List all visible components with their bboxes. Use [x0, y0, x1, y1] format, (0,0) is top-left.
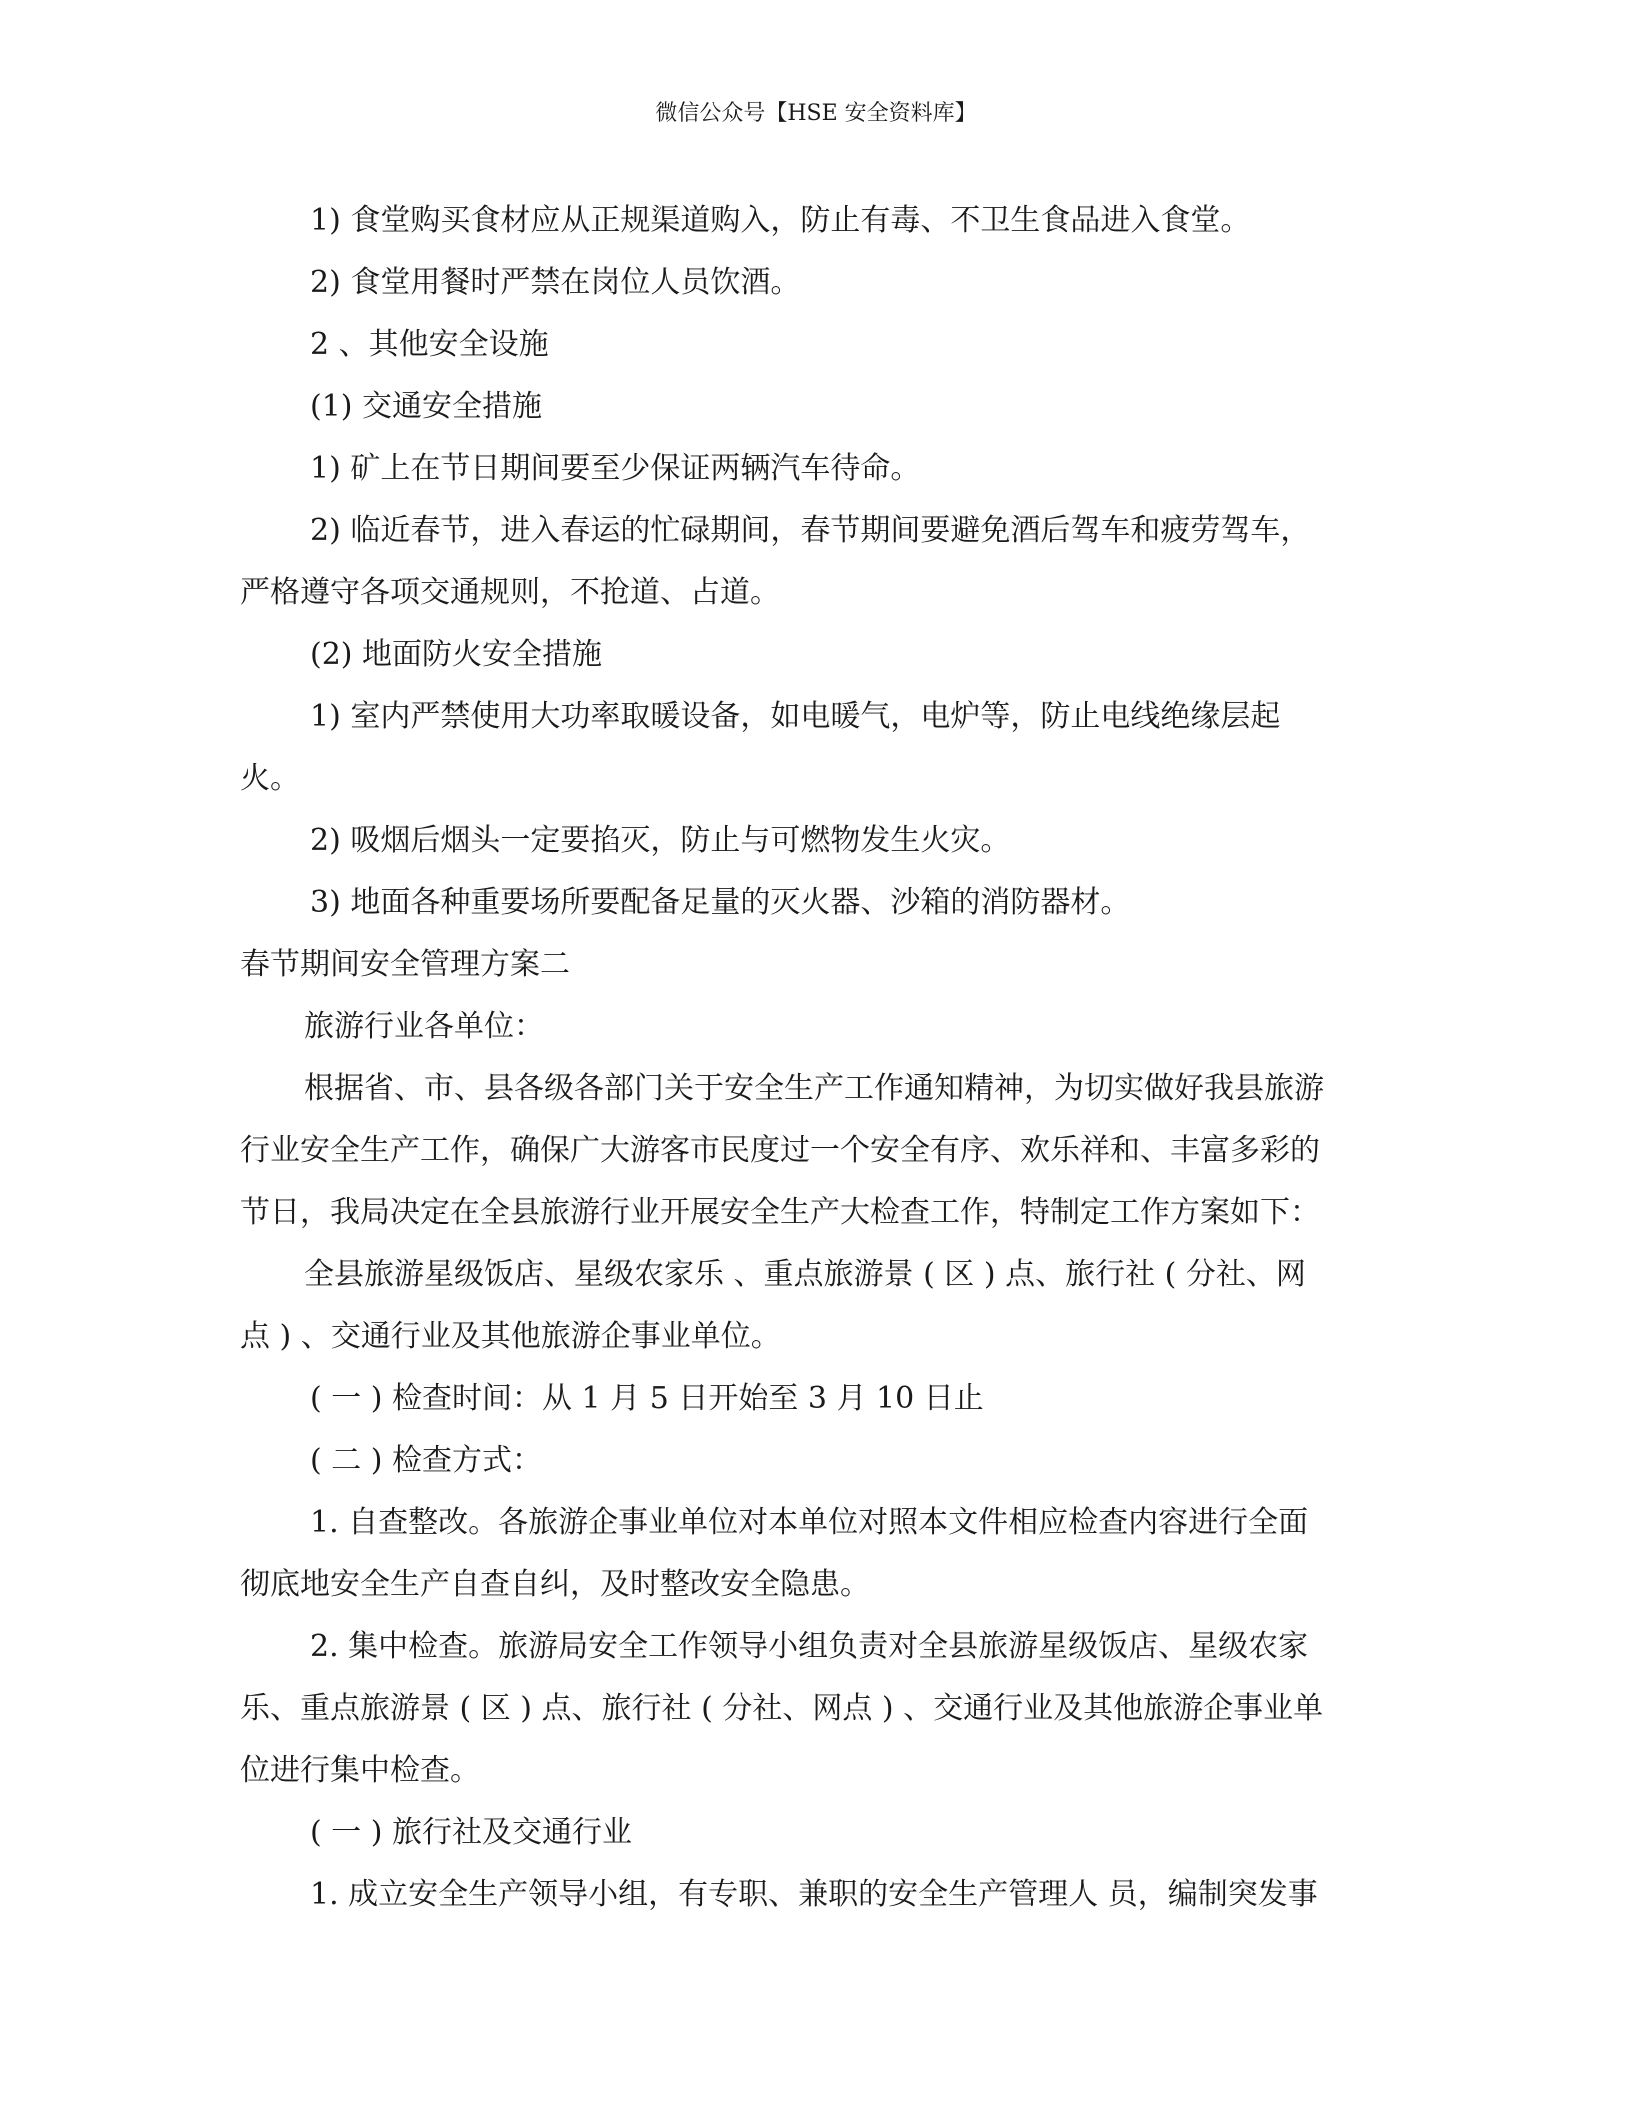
paragraph-line: 火。: [240, 761, 300, 796]
paragraph-line: 节日，我局决定在全县旅游行业开展安全生产大检查工作，特制定工作方案如下：: [240, 1195, 1320, 1230]
paragraph-line: 2) 吸烟后烟头一定要掐灭，防止与可燃物发生火灾。: [310, 823, 1011, 858]
subsection-heading: (1) 交通安全措施: [310, 389, 543, 424]
paragraph-line: 彻底地安全生产自查自纠，及时整改安全隐患。: [240, 1567, 870, 1602]
paragraph-line: 严格遵守各项交通规则，不抢道、占道。: [240, 575, 780, 610]
paragraph-line: 2. 集中检查。旅游局安全工作领导小组负责对全县旅游星级饭店、星级农家: [310, 1629, 1309, 1664]
paragraph-line: 2) 食堂用餐时严禁在岗位人员饮酒。: [310, 265, 801, 300]
document-body: [240, 190, 1390, 1926]
document-section-title: 春节期间安全管理方案二: [240, 947, 570, 982]
subsection-heading: ( 一 ) 旅行社及交通行业: [310, 1815, 633, 1850]
page-header: 微信公众号【HSE 安全资料库】: [655, 101, 977, 126]
paragraph-line: ( 一 ) 检查时间：从 1 月 5 日开始至 3 月 10 日止: [310, 1381, 984, 1416]
paragraph-line: 1. 自查整改。各旅游企事业单位对本单位对照本文件相应检查内容进行全面: [310, 1505, 1309, 1540]
paragraph-line: 位进行集中检查。: [240, 1753, 480, 1788]
paragraph-line: 1) 食堂购买食材应从正规渠道购入，防止有毒、不卫生食品进入食堂。: [310, 203, 1251, 238]
section-heading: 2 、其他安全设施: [310, 327, 549, 362]
paragraph-line: 1) 室内严禁使用大功率取暖设备，如电暖气，电炉等，防止电线绝缘层起: [310, 699, 1281, 734]
paragraph-line: ( 二 ) 检查方式：: [310, 1443, 543, 1478]
paragraph-line: 根据省、市、县各级各部门关于安全生产工作通知精神，为切实做好我县旅游: [304, 1071, 1324, 1106]
paragraph-line: 点 ) 、交通行业及其他旅游企事业单位。: [240, 1319, 781, 1354]
paragraph-line: 3) 地面各种重要场所要配备足量的灭火器、沙箱的消防器材。: [310, 885, 1131, 920]
paragraph-line: 乐、重点旅游景 ( 区 ) 点、旅行社 ( 分社、网点 ) 、交通行业及其他旅游企事业单: [240, 1691, 1324, 1726]
subsection-heading: (2) 地面防火安全措施: [310, 637, 603, 672]
paragraph-line: 2) 临近春节，进入春运的忙碌期间，春节期间要避免酒后驾车和疲劳驾车，: [310, 513, 1311, 548]
paragraph-line: 1) 矿上在节日期间要至少保证两辆汽车待命。: [310, 451, 921, 486]
paragraph-line: 行业安全生产工作，确保广大游客市民度过一个安全有序、欢乐祥和、丰富多彩的: [240, 1133, 1320, 1168]
salutation: 旅游行业各单位：: [304, 1009, 544, 1044]
paragraph-line: 全县旅游星级饭店、星级农家乐 、重点旅游景 ( 区 ) 点、旅行社 ( 分社、网: [304, 1257, 1306, 1292]
paragraph-line: 1. 成立安全生产领导小组，有专职、兼职的安全生产管理人 员，编制突发事: [310, 1877, 1318, 1912]
